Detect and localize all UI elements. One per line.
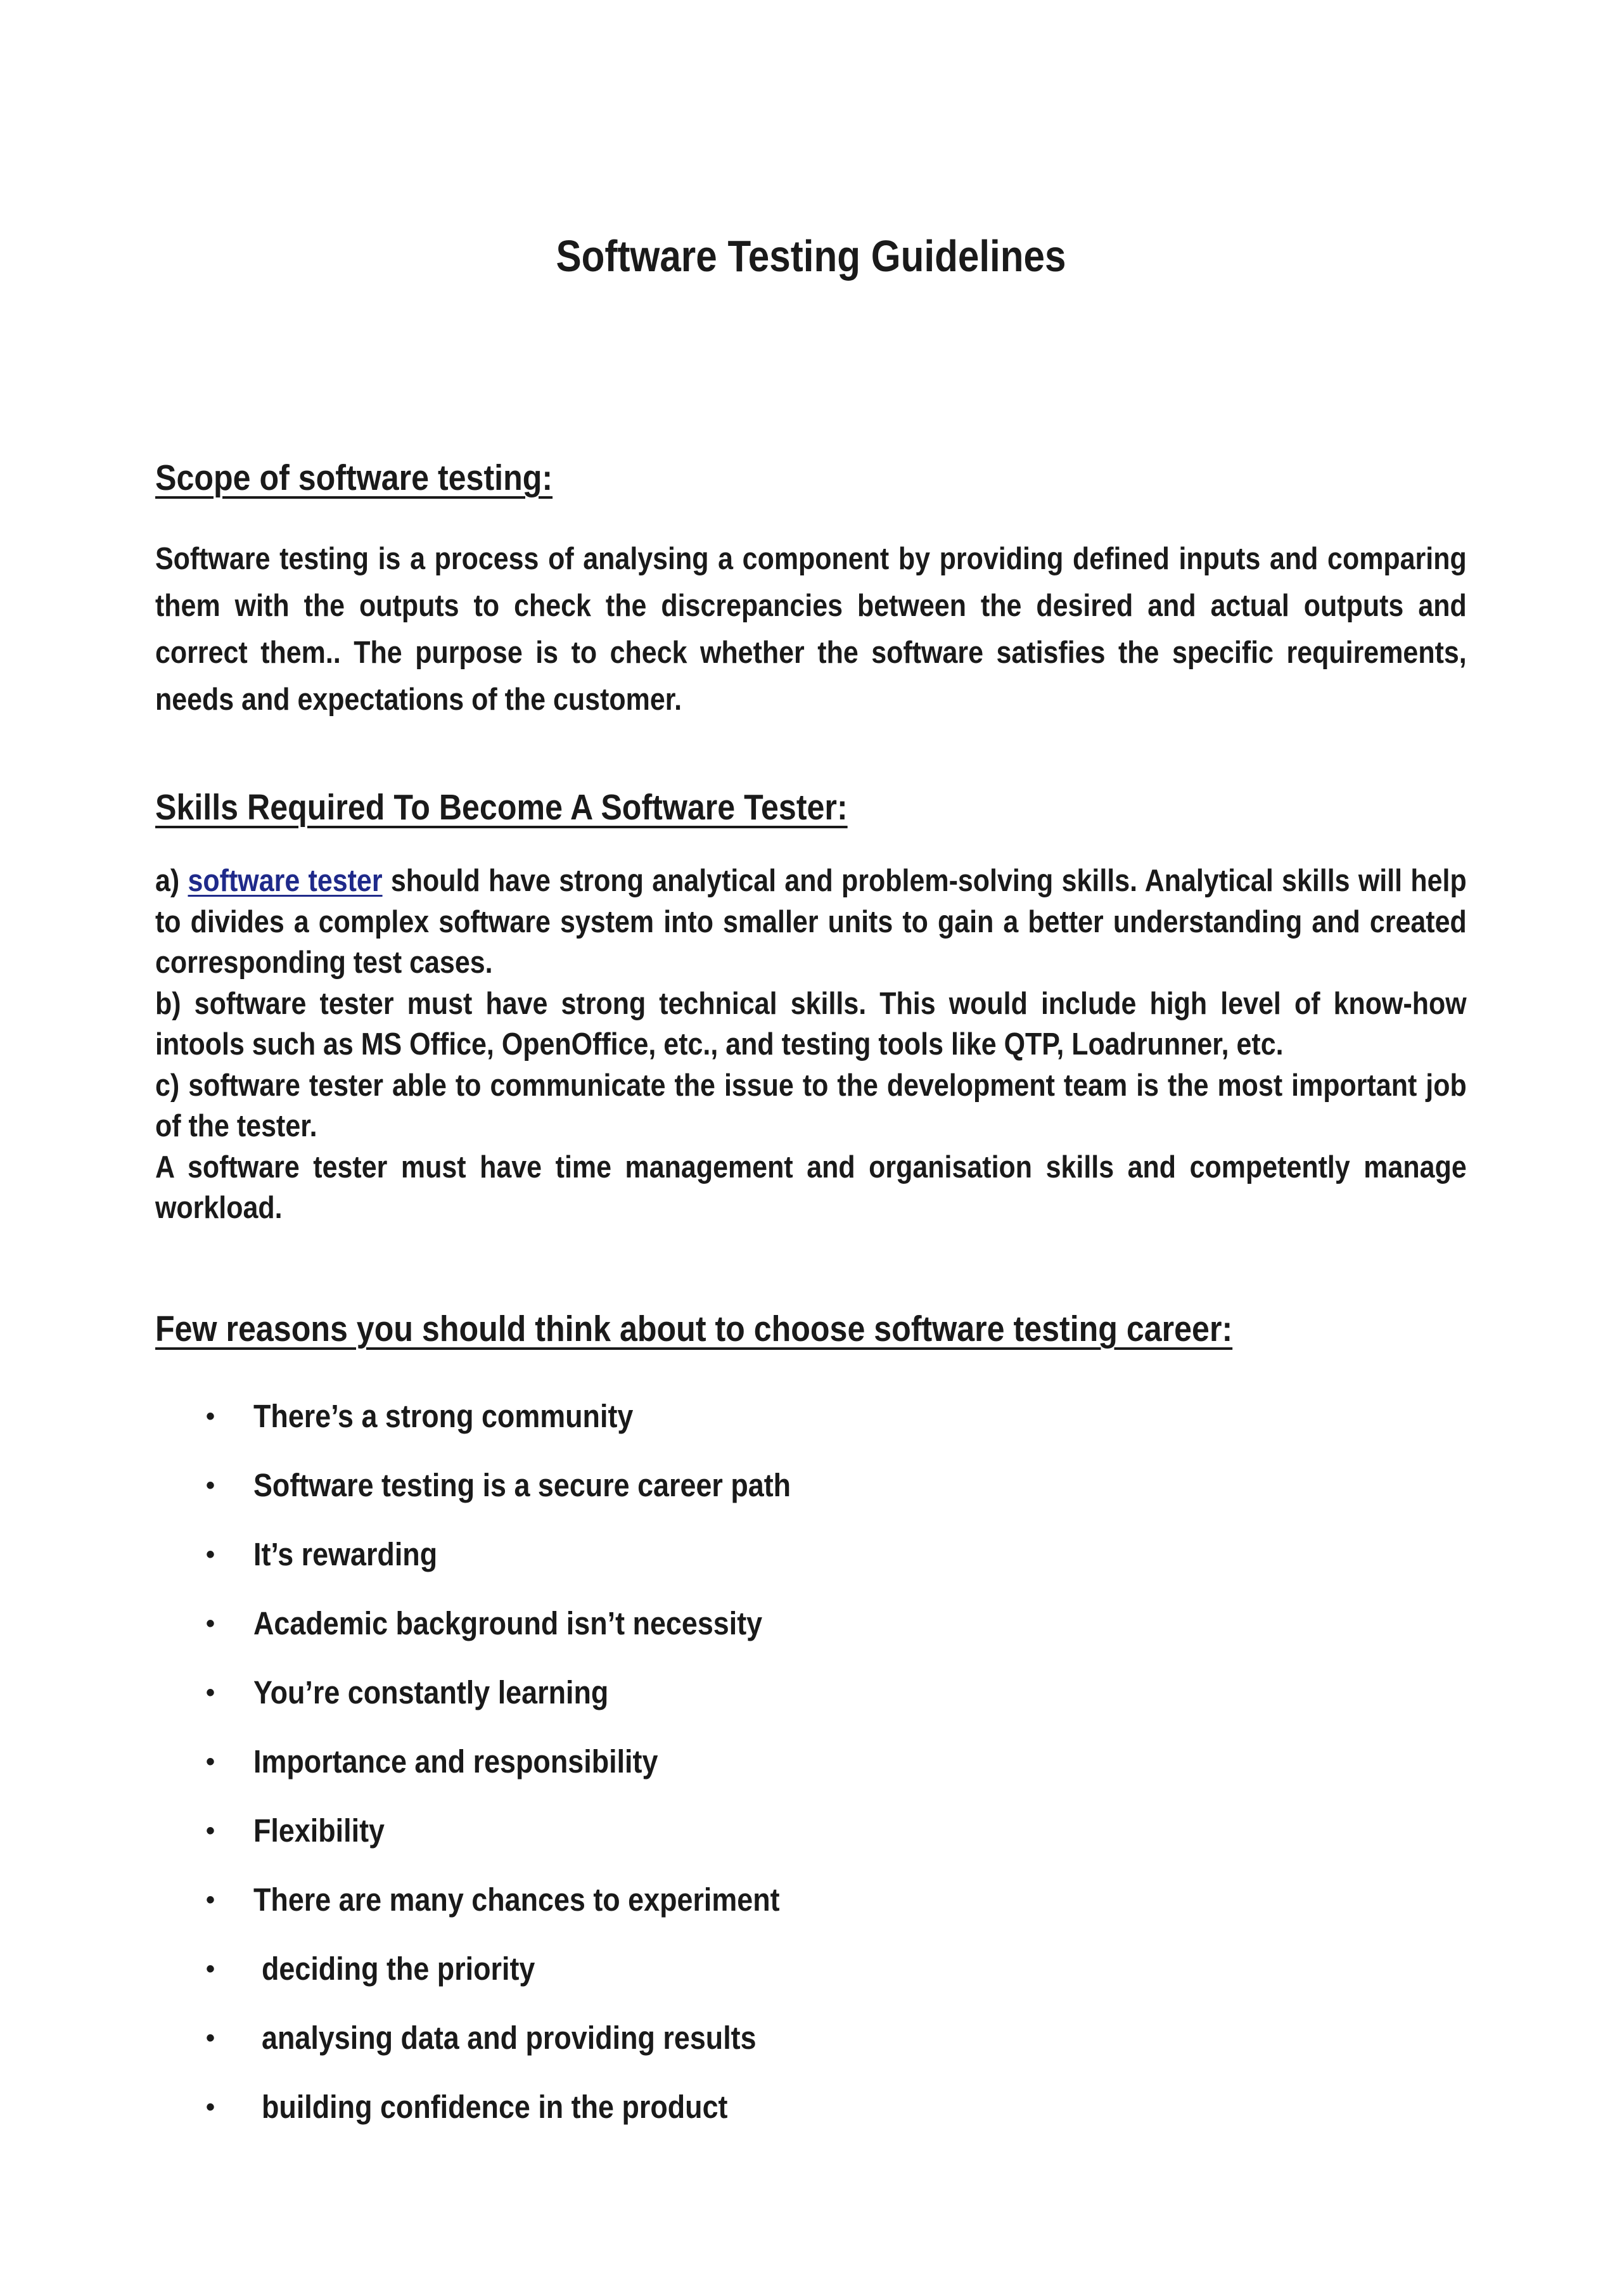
document-title: Software Testing Guidelines xyxy=(556,231,1066,281)
bullet-icon: • xyxy=(206,1610,215,1638)
skills-list xyxy=(155,861,1467,1229)
list-item-text: There’s a strong community xyxy=(253,1398,634,1434)
reasons-heading: Few reasons you should think about to choose software testing career: xyxy=(155,1309,1233,1349)
skills-heading: Skills Required To Become A Software Tester: xyxy=(155,787,848,828)
bullet-icon: • xyxy=(206,2024,215,2052)
bullet-icon: • xyxy=(206,2093,215,2121)
skill-item-b: b) software tester must have strong technical skills. This would include high level of know-how intools such as MS Office, OpenOffice, etc., and testing tools like QTP, Loadrunner, etc. xyxy=(155,986,1467,1061)
scope-paragraph: Software testing is a process of analysing a component by providing defined inputs and comparing them with the outputs to check the discrepancies between the desired and actual outputs and correct them.. The purpose is to check whether the software satisfies the specific requirements, needs and expectations of the customer. xyxy=(155,542,1467,717)
bullet-icon: • xyxy=(206,1955,215,1983)
list-item-text: building confidence in the product xyxy=(262,2089,728,2125)
scope-heading: Scope of software testing: xyxy=(155,458,553,498)
list-item-text: There are many chances to experiment xyxy=(253,1882,780,1918)
list-item-text: Academic background isn’t necessity xyxy=(253,1605,763,1641)
bullet-icon: • xyxy=(206,1817,215,1845)
bullet-icon: • xyxy=(206,1748,215,1776)
bullet-icon: • xyxy=(206,1472,215,1499)
list-item-text: It’s rewarding xyxy=(253,1536,438,1572)
software-tester-link[interactable]: software tester xyxy=(188,864,383,898)
skill-item-a-text: should have strong analytical and problem-solving skills. Analytical skills will help to divides a complex software system into smaller units to gain a better understanding and created corresponding test cases. xyxy=(155,864,1467,980)
bullet-icon: • xyxy=(206,1679,215,1707)
list-item-text: Importance and responsibility xyxy=(253,1743,658,1780)
bullet-icon: • xyxy=(206,1886,215,1914)
bullet-icon: • xyxy=(206,1402,215,1430)
bullet-icon: • xyxy=(206,1541,215,1568)
list-item-text: Software testing is a secure career path xyxy=(253,1467,791,1503)
skill-item-a-prefix: a) xyxy=(155,864,188,898)
list-item-text: analysing data and providing results xyxy=(262,2020,757,2056)
skill-item-a xyxy=(155,861,1467,984)
list-item-text: Flexibility xyxy=(253,1812,385,1849)
skill-item-d: A software tester must have time management and organisation skills and competently manage workload. xyxy=(155,1150,1467,1225)
list-item-text: You’re constantly learning xyxy=(253,1674,609,1710)
list-item-text: deciding the priority xyxy=(262,1951,535,1987)
skill-item-c: c) software tester able to communicate the issue to the development team is the most important job of the tester. xyxy=(155,1068,1467,1143)
